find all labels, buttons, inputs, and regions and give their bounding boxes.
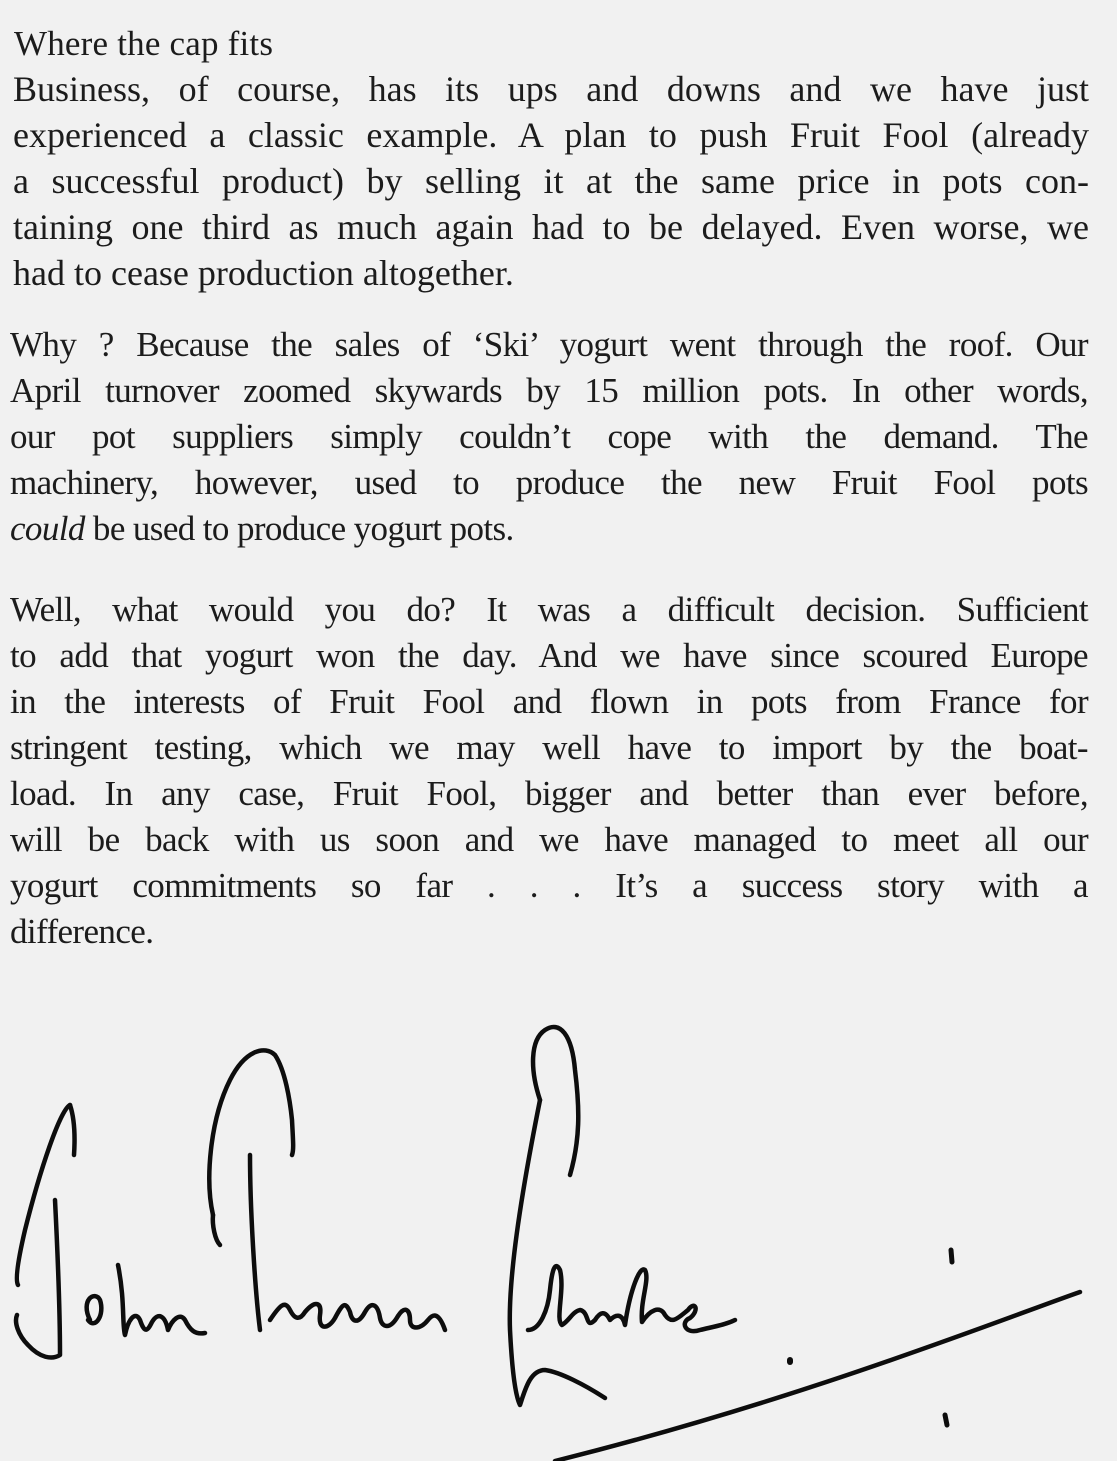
text-line: a successful product) by selling it at the same price in pots con- [13,161,1089,201]
text-line: will be back with us soon and we have managed to meet all our [10,820,1088,859]
text-line: Why ? Because the sales of ‘Ski’ yogurt went through the roof. Our [10,325,1088,364]
text-line: had to cease production altogether. [13,253,514,293]
text-line: experienced a classic example. A plan to push Fruit Fool (already [13,115,1089,155]
paragraph-2 [10,322,1088,552]
text-line: April turnover zoomed skywards by 15 million pots. In other words, [10,371,1088,410]
text-line: in the interests of Fruit Fool and flown in pots from France for [10,682,1088,721]
paragraph-3 [10,587,1088,955]
text-line: yogurt commitments so far . . . It’s a success story with a [10,866,1088,905]
text-line: load. In any case, Fruit Fool, bigger and better than ever before, [10,774,1088,813]
text-line: to add that yogurt won the day. And we have since scoured Europe [10,636,1088,675]
article-heading: Where the cap fits [14,24,274,63]
text-line-rest: be used to produce yogurt pots. [84,509,514,548]
text-line [10,506,1088,552]
text-line: difference. [10,912,154,951]
text-line: our pot suppliers simply couldn’t cope with the demand. The [10,417,1088,456]
text-line: Well, what would you do? It was a difficult decision. Sufficient [10,590,1088,629]
emphasis-could: could [10,509,85,548]
paragraph-1 [13,66,1089,296]
signature-john-travers-clarke [0,1000,1117,1461]
text-line: stringent testing, which we may well have to import by the boat- [10,728,1088,767]
text-line: machinery, however, used to produce the new Fruit Fool pots [10,463,1088,502]
text-line: taining one third as much again had to be delayed. Even worse, we [13,207,1089,247]
text-line: Business, of course, has its ups and downs and we have just [13,69,1089,109]
